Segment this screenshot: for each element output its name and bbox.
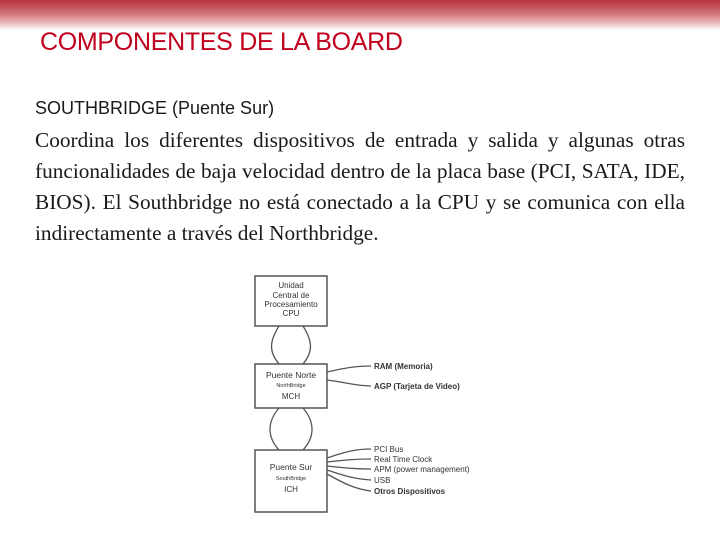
- apm-label: APM (power management): [374, 465, 470, 474]
- usb-label: USB: [374, 476, 391, 485]
- section-heading-strong: SOUTHBRIDGE: [35, 98, 168, 118]
- southbridge-label-3: ICH: [284, 485, 298, 494]
- cpu-north-link-left: [272, 326, 280, 364]
- pci-bus-label: PCI Bus: [374, 445, 404, 454]
- cpu-label-1: Unidad: [278, 281, 304, 290]
- northbridge-label-3: MCH: [281, 392, 301, 401]
- cpu-label-4: CPU: [282, 309, 300, 318]
- north-ram-link: [327, 366, 371, 372]
- section-heading-suffix: (Puente Sur): [167, 98, 275, 118]
- south-pci-link: [327, 449, 371, 458]
- slide-title: COMPONENTES DE LA BOARD: [40, 28, 403, 56]
- north-south-link-right: [303, 408, 312, 450]
- south-usb-link: [327, 470, 371, 480]
- south-rtc-link: [327, 459, 371, 462]
- agp-label: AGP (Tarjeta de Video): [374, 382, 460, 391]
- section-heading: [35, 98, 274, 119]
- cpu-label-3: Procesamiento: [264, 300, 318, 309]
- cpu-label-2: Central de: [272, 291, 310, 300]
- cpu-north-link-right: [303, 326, 311, 364]
- rtc-label: Real Time Clock: [374, 455, 433, 464]
- chipset-diagram: [245, 272, 505, 521]
- ram-label: RAM (Memoria): [374, 362, 433, 371]
- other-devices-label: Otros Dispositivos: [374, 487, 446, 496]
- north-agp-link: [327, 380, 371, 386]
- southbridge-label-1: Puente Sur: [269, 462, 313, 472]
- southbridge-label-2: SouthBridge: [275, 476, 307, 482]
- section-paragraph: Coordina los diferentes dispositivos de entrada y salida y algunas otras funcionalidades de baja velocidad dentro de la placa base (PCI, SATA, IDE, BIOS). El Southbridge no está conectado a la CPU y se comunica con ella indirectamente a través del Northbridge.: [35, 128, 685, 245]
- northbridge-label-1: Puente Norte: [265, 370, 317, 380]
- northbridge-label-2: NorthBridge: [276, 383, 306, 389]
- header-band: [0, 0, 720, 30]
- south-apm-link: [327, 466, 371, 469]
- north-south-link-left: [270, 408, 279, 450]
